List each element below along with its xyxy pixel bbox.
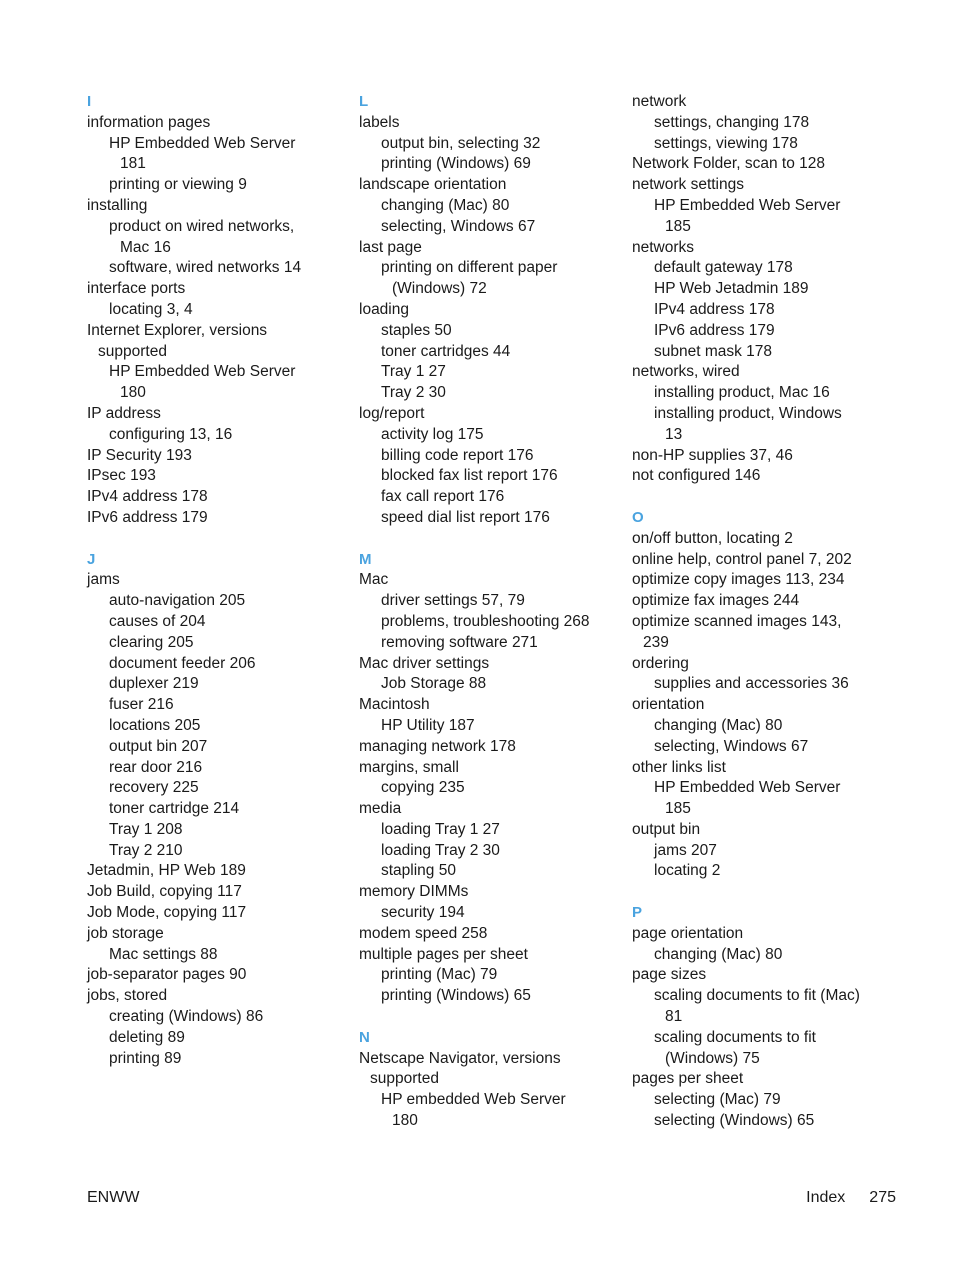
index-subentry: causes of 204 xyxy=(109,612,206,630)
index-entry: not configured 146 xyxy=(632,467,761,485)
index-entry: information pages xyxy=(87,113,211,131)
index-entry: optimize fax images 244 xyxy=(632,592,800,610)
index-entry: last page xyxy=(359,238,422,256)
index-subentry: billing code report 176 xyxy=(381,446,534,464)
index-column-2 xyxy=(359,92,619,1132)
index-subentry: HP embedded Web Server xyxy=(381,1091,566,1109)
index-entry: Job Build, copying 117 xyxy=(87,883,242,901)
index-entry: managing network 178 xyxy=(359,737,516,755)
index-letter-heading: L xyxy=(359,93,369,110)
index-subentry: default gateway 178 xyxy=(654,259,793,277)
index-column-1 xyxy=(87,92,347,1069)
index-subentry: fuser 216 xyxy=(109,696,174,714)
index-entry: optimize copy images 113, 234 xyxy=(632,571,845,589)
index-entry: landscape orientation xyxy=(359,176,507,194)
index-subentry: 13 xyxy=(665,425,683,443)
index-entry: Netscape Navigator, versions xyxy=(359,1049,561,1067)
index-entry: networks xyxy=(632,238,695,256)
index-entry: loading xyxy=(359,300,409,318)
index-subentry: toner cartridge 214 xyxy=(109,800,240,818)
index-subentry: fax call report 176 xyxy=(381,488,505,506)
index-letter-heading: P xyxy=(632,904,643,922)
index-subentry: rear door 216 xyxy=(109,758,203,776)
index-subentry: IPv4 address 178 xyxy=(654,300,775,318)
index-entry: media xyxy=(359,800,402,818)
index-subentry: locations 205 xyxy=(109,716,201,734)
index-subentry: printing or viewing 9 xyxy=(109,176,247,194)
index-subentry: (Windows) 75 xyxy=(665,1049,760,1067)
index-entry: page orientation xyxy=(632,924,744,942)
index-subentry: output bin 207 xyxy=(109,737,208,755)
index-entry: Jetadmin, HP Web 189 xyxy=(87,862,246,880)
index-entry: pages per sheet xyxy=(632,1070,744,1088)
section-gap xyxy=(632,487,892,508)
index-subentry: 180 xyxy=(120,384,146,402)
index-subentry: IPv6 address 179 xyxy=(654,321,775,339)
index-subentry: scaling documents to fit (Mac) xyxy=(654,987,860,1005)
index-entry: Network Folder, scan to 128 xyxy=(632,155,825,173)
index-entry: job-separator pages 90 xyxy=(87,966,247,984)
index-subentry: Tray 1 27 xyxy=(381,363,446,381)
index-subentry: copying 235 xyxy=(381,779,465,797)
index-subentry: Tray 2 30 xyxy=(381,384,446,402)
index-subentry: Tray 1 208 xyxy=(109,820,183,838)
index-entry: network xyxy=(632,93,687,110)
index-subentry: HP Embedded Web Server xyxy=(109,363,296,381)
index-entry: installing xyxy=(87,196,148,214)
index-entry: Mac xyxy=(359,571,389,589)
index-entry: margins, small xyxy=(359,758,459,776)
index-entry: interface ports xyxy=(87,280,186,298)
index-letter-heading: I xyxy=(87,93,92,110)
index-subentry: changing (Mac) 80 xyxy=(381,196,510,214)
index-subentry: HP Embedded Web Server xyxy=(654,196,841,214)
index-subentry: printing on different paper xyxy=(381,259,558,277)
index-subentry: changing (Mac) 80 xyxy=(654,945,783,963)
index-entry: job storage xyxy=(87,924,164,942)
index-subentry: scaling documents to fit xyxy=(654,1028,816,1046)
index-entry: Internet Explorer, versions xyxy=(87,321,268,339)
index-letter-heading: M xyxy=(359,550,372,568)
index-letter-heading: J xyxy=(87,550,96,568)
index-column-3 xyxy=(632,92,892,1132)
index-subentry: locating 3, 4 xyxy=(109,300,193,318)
index-subentry: printing 89 xyxy=(109,1049,182,1067)
index-subentry: Job Storage 88 xyxy=(381,675,487,693)
index-subentry: 185 xyxy=(665,217,691,235)
index-subentry: software, wired networks 14 xyxy=(109,259,302,277)
index-subentry: security 194 xyxy=(381,904,465,922)
index-entry: ordering xyxy=(632,654,689,672)
section-gap xyxy=(87,529,347,550)
index-entry: jobs, stored xyxy=(87,987,168,1005)
index-subentry: product on wired networks, xyxy=(109,217,295,235)
index-subentry: settings, viewing 178 xyxy=(654,134,798,152)
index-subentry: configuring 13, 16 xyxy=(109,425,233,443)
index-subentry: driver settings 57, 79 xyxy=(381,592,525,610)
index-subentry: activity log 175 xyxy=(381,425,484,443)
index-subentry: subnet mask 178 xyxy=(654,342,773,360)
index-subentry: HP Web Jetadmin 189 xyxy=(654,280,809,298)
index-subentry: Tray 2 210 xyxy=(109,841,183,859)
index-subentry: blocked fax list report 176 xyxy=(381,467,558,485)
index-entry: on/off button, locating 2 xyxy=(632,529,793,547)
index-entry: memory DIMMs xyxy=(359,883,469,901)
index-subentry: installing product, Windows xyxy=(654,404,842,422)
index-subentry: selecting, Windows 67 xyxy=(654,737,809,755)
index-subentry: clearing 205 xyxy=(109,633,194,651)
index-entry: non-HP supplies 37, 46 xyxy=(632,446,793,464)
index-subentry: Mac 16 xyxy=(120,238,171,256)
index-letter-heading: N xyxy=(359,1028,370,1046)
index-entry: IPv6 address 179 xyxy=(87,508,208,526)
index-subentry: installing product, Mac 16 xyxy=(654,384,830,402)
section-gap xyxy=(359,1007,619,1028)
index-subentry: recovery 225 xyxy=(109,779,199,797)
index-entry: Mac driver settings xyxy=(359,654,490,672)
index-subentry: auto-navigation 205 xyxy=(109,592,246,610)
index-subentry: 181 xyxy=(120,155,146,173)
index-entry: IPv4 address 178 xyxy=(87,488,208,506)
index-entry: Macintosh xyxy=(359,696,430,714)
section-gap xyxy=(632,882,892,903)
index-subentry: 81 xyxy=(665,1008,683,1026)
index-entry: orientation xyxy=(632,696,705,714)
page-number: 275 xyxy=(869,1189,896,1206)
index-subentry: deleting 89 xyxy=(109,1028,185,1046)
index-subentry: 180 xyxy=(392,1112,418,1130)
index-entry: network settings xyxy=(632,176,744,194)
index-entry: modem speed 258 xyxy=(359,924,488,942)
index-subentry: jams 207 xyxy=(654,841,717,859)
index-subentry: toner cartridges 44 xyxy=(381,342,511,360)
index-subentry: document feeder 206 xyxy=(109,654,256,672)
index-subentry: stapling 50 xyxy=(381,862,456,880)
index-subentry: staples 50 xyxy=(381,321,452,339)
index-subentry: changing (Mac) 80 xyxy=(654,716,783,734)
index-entry: labels xyxy=(359,113,400,131)
index-subentry: locating 2 xyxy=(654,862,721,880)
index-entry: jams xyxy=(87,571,120,589)
index-subentry: loading Tray 1 27 xyxy=(381,820,500,838)
index-entry: output bin xyxy=(632,820,701,838)
index-subentry: output bin, selecting 32 xyxy=(381,134,541,152)
index-subentry: supplies and accessories 36 xyxy=(654,675,849,693)
index-subentry: supported xyxy=(370,1070,439,1088)
index-subentry: duplexer 219 xyxy=(109,675,199,693)
index-subentry: HP Embedded Web Server xyxy=(654,779,841,797)
index-entry: log/report xyxy=(359,404,425,422)
index-entry: other links list xyxy=(632,758,726,776)
index-entry: online help, control panel 7, 202 xyxy=(632,550,852,568)
section-gap xyxy=(359,529,619,550)
index-entry: multiple pages per sheet xyxy=(359,945,528,963)
index-entry: IPsec 193 xyxy=(87,467,156,485)
index-entry: IP Security 193 xyxy=(87,446,192,464)
index-entry: optimize scanned images 143, xyxy=(632,612,842,630)
footer-right xyxy=(806,1188,896,1208)
index-subentry: selecting (Windows) 65 xyxy=(654,1112,815,1130)
index-subentry: 185 xyxy=(665,800,691,818)
index-subentry: supported xyxy=(98,342,167,360)
index-entry: Job Mode, copying 117 xyxy=(87,904,247,922)
index-subentry: (Windows) 72 xyxy=(392,280,487,298)
index-subentry: selecting (Mac) 79 xyxy=(654,1091,781,1109)
footer-section-label: Index xyxy=(806,1189,846,1206)
index-subentry: loading Tray 2 30 xyxy=(381,841,500,859)
index-subentry: selecting, Windows 67 xyxy=(381,217,536,235)
index-subentry: Mac settings 88 xyxy=(109,945,218,963)
index-subentry: speed dial list report 176 xyxy=(381,508,550,526)
index-letter-heading: O xyxy=(632,508,644,526)
index-subentry: creating (Windows) 86 xyxy=(109,1008,264,1026)
index-subentry: removing software 271 xyxy=(381,633,538,651)
index-subentry: HP Utility 187 xyxy=(381,716,475,734)
index-entry: IP address xyxy=(87,404,161,422)
footer-left-label: ENWW xyxy=(87,1189,140,1206)
index-entry: page sizes xyxy=(632,966,707,984)
index-subentry: printing (Windows) 69 xyxy=(381,155,531,173)
index-subentry: printing (Mac) 79 xyxy=(381,966,498,984)
index-subentry: printing (Windows) 65 xyxy=(381,987,531,1005)
index-subentry: problems, troubleshooting 268 xyxy=(381,612,590,630)
index-entry: networks, wired xyxy=(632,363,740,381)
index-subentry: settings, changing 178 xyxy=(654,113,810,131)
index-subentry: 239 xyxy=(643,633,669,651)
index-subentry: HP Embedded Web Server xyxy=(109,134,296,152)
